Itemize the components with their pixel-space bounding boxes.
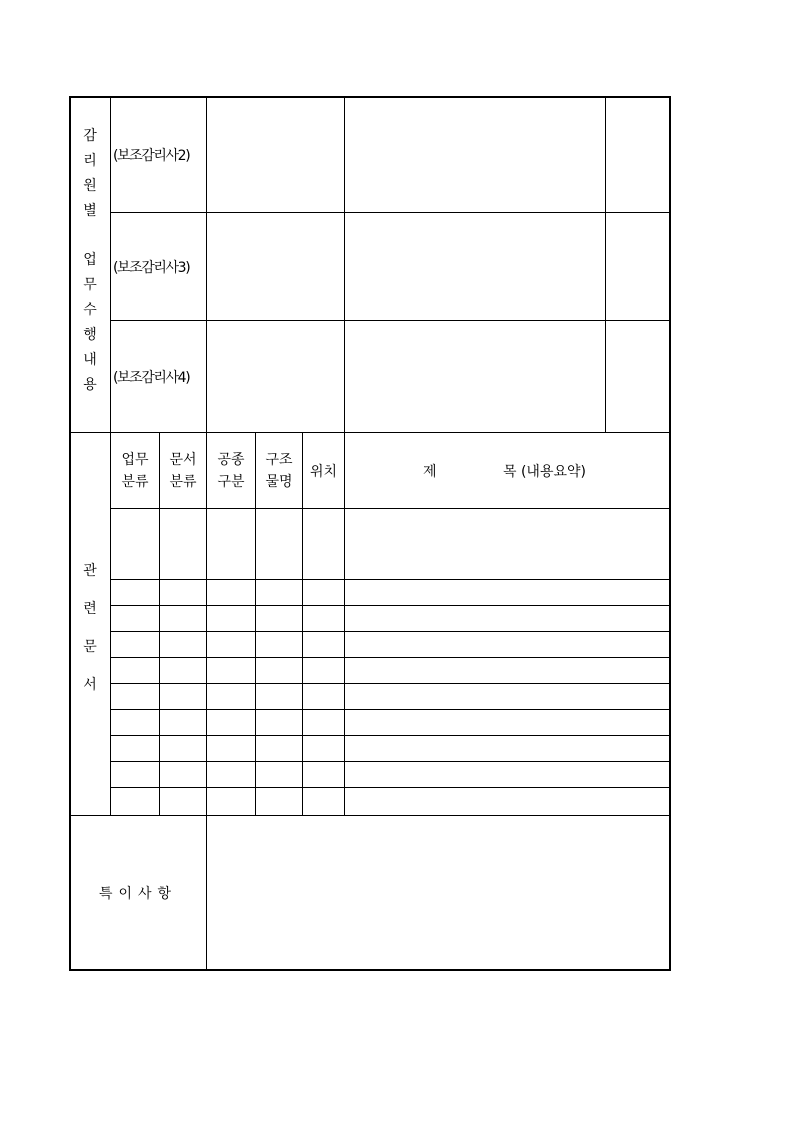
supervision-section-label: 감 리 원 별 업 무 수 행 내 용 <box>83 128 97 393</box>
supervision-4-remark-cell[interactable] <box>606 321 669 432</box>
header-title-sub: 목 (내용요약) <box>503 463 586 480</box>
doc-header-line <box>110 508 670 509</box>
special-notes-field[interactable] <box>207 816 669 969</box>
doc-row-line <box>110 735 670 736</box>
header-trade-class: 공종 구분 <box>217 451 245 490</box>
supervision-2-remark-cell[interactable] <box>606 98 669 212</box>
supervision-3-remark-cell[interactable] <box>606 213 669 320</box>
doc-row-line <box>110 787 670 788</box>
supervision-2-detail-cell[interactable] <box>345 98 605 212</box>
header-doc-class: 문서 분류 <box>169 451 197 490</box>
doc-row-line <box>110 683 670 684</box>
header-location: 위치 <box>309 463 338 480</box>
header-work-class: 업무 분류 <box>121 451 149 490</box>
supervision-3-detail-cell[interactable] <box>345 213 605 320</box>
doc-row-line <box>110 579 670 580</box>
header-structure-name: 구조 물명 <box>265 451 293 490</box>
doc-row-line <box>110 657 670 658</box>
doc-row-line <box>110 709 670 710</box>
supervision-2-work-cell[interactable] <box>207 98 344 212</box>
header-title-summary <box>345 433 670 508</box>
supervision-3-work-cell[interactable] <box>207 213 344 320</box>
assistant-supervisor-2-label: (보조감리사2) <box>113 148 190 164</box>
doc-row-line <box>110 761 670 762</box>
assistant-supervisor-3-label: (보조감리사3) <box>113 259 190 276</box>
documents-section-label: 관 련 문 서 <box>83 563 97 693</box>
special-notes-label: 특이사항 <box>98 885 178 902</box>
doc-row-line <box>110 605 670 606</box>
supervision-4-detail-cell[interactable] <box>345 321 605 432</box>
supervision-4-work-cell[interactable] <box>207 321 344 432</box>
doc-row-line <box>110 631 670 632</box>
header-title-main: 제 <box>423 463 437 480</box>
assistant-supervisor-4-label: (보조감리사4) <box>113 369 190 386</box>
